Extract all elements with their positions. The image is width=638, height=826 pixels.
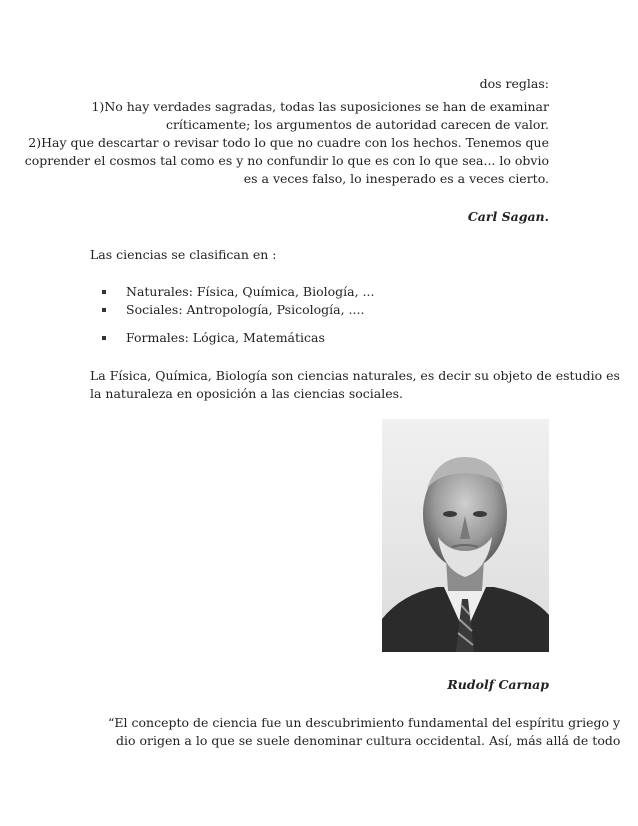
list-item-text: Naturales: Física, Química, Biología, ... xyxy=(126,284,375,299)
list-item xyxy=(90,284,374,300)
portrait-illustration xyxy=(382,419,549,652)
classification-list xyxy=(90,284,374,346)
paragraph-line-1: La Física, Química, Biología son ciencias naturales, es decir su objeto de estudio es xyxy=(90,368,620,383)
paragraph-line-2: la naturaleza en oposición a las ciencias sociales. xyxy=(90,386,403,401)
list-item xyxy=(90,302,374,318)
photo-caption: Rudolf Carnap xyxy=(447,677,549,692)
bullet-square-icon xyxy=(102,336,106,340)
bullet-square-icon xyxy=(102,308,106,312)
list-item-text: Formales: Lógica, Matemáticas xyxy=(126,330,325,345)
quote-author: Carl Sagan. xyxy=(467,209,549,224)
list-item xyxy=(90,330,374,346)
bottom-quote-line-2: dio origen a lo que se suele denominar cultura occidental. Así, más allá de todo xyxy=(116,733,621,748)
quote-line-1: dos reglas: xyxy=(479,76,549,91)
quote-line-4: 2)Hay que descartar o revisar todo lo que no cuadre con los hechos. Tenemos que xyxy=(28,135,549,150)
quote-line-6: es a veces falso, lo inesperado es a veces cierto. xyxy=(243,171,549,186)
classification-intro: Las ciencias se clasifican en : xyxy=(90,247,277,262)
list-item-text: Sociales: Antropología, Psicología, .... xyxy=(126,302,365,317)
quote-line-2: 1)No hay verdades sagradas, todas las suposiciones se han de examinar xyxy=(91,99,549,114)
bullet-square-icon xyxy=(102,290,106,294)
portrait-photo xyxy=(382,419,549,652)
quote-line-5: coprender el cosmos tal como es y no confundir lo que es con lo que sea... lo obvio xyxy=(24,153,549,168)
quote-line-3: críticamente; los argumentos de autoridad carecen de valor. xyxy=(165,117,549,132)
bottom-quote-line-1: “El concepto de ciencia fue un descubrimiento fundamental del espíritu griego y xyxy=(108,715,621,730)
